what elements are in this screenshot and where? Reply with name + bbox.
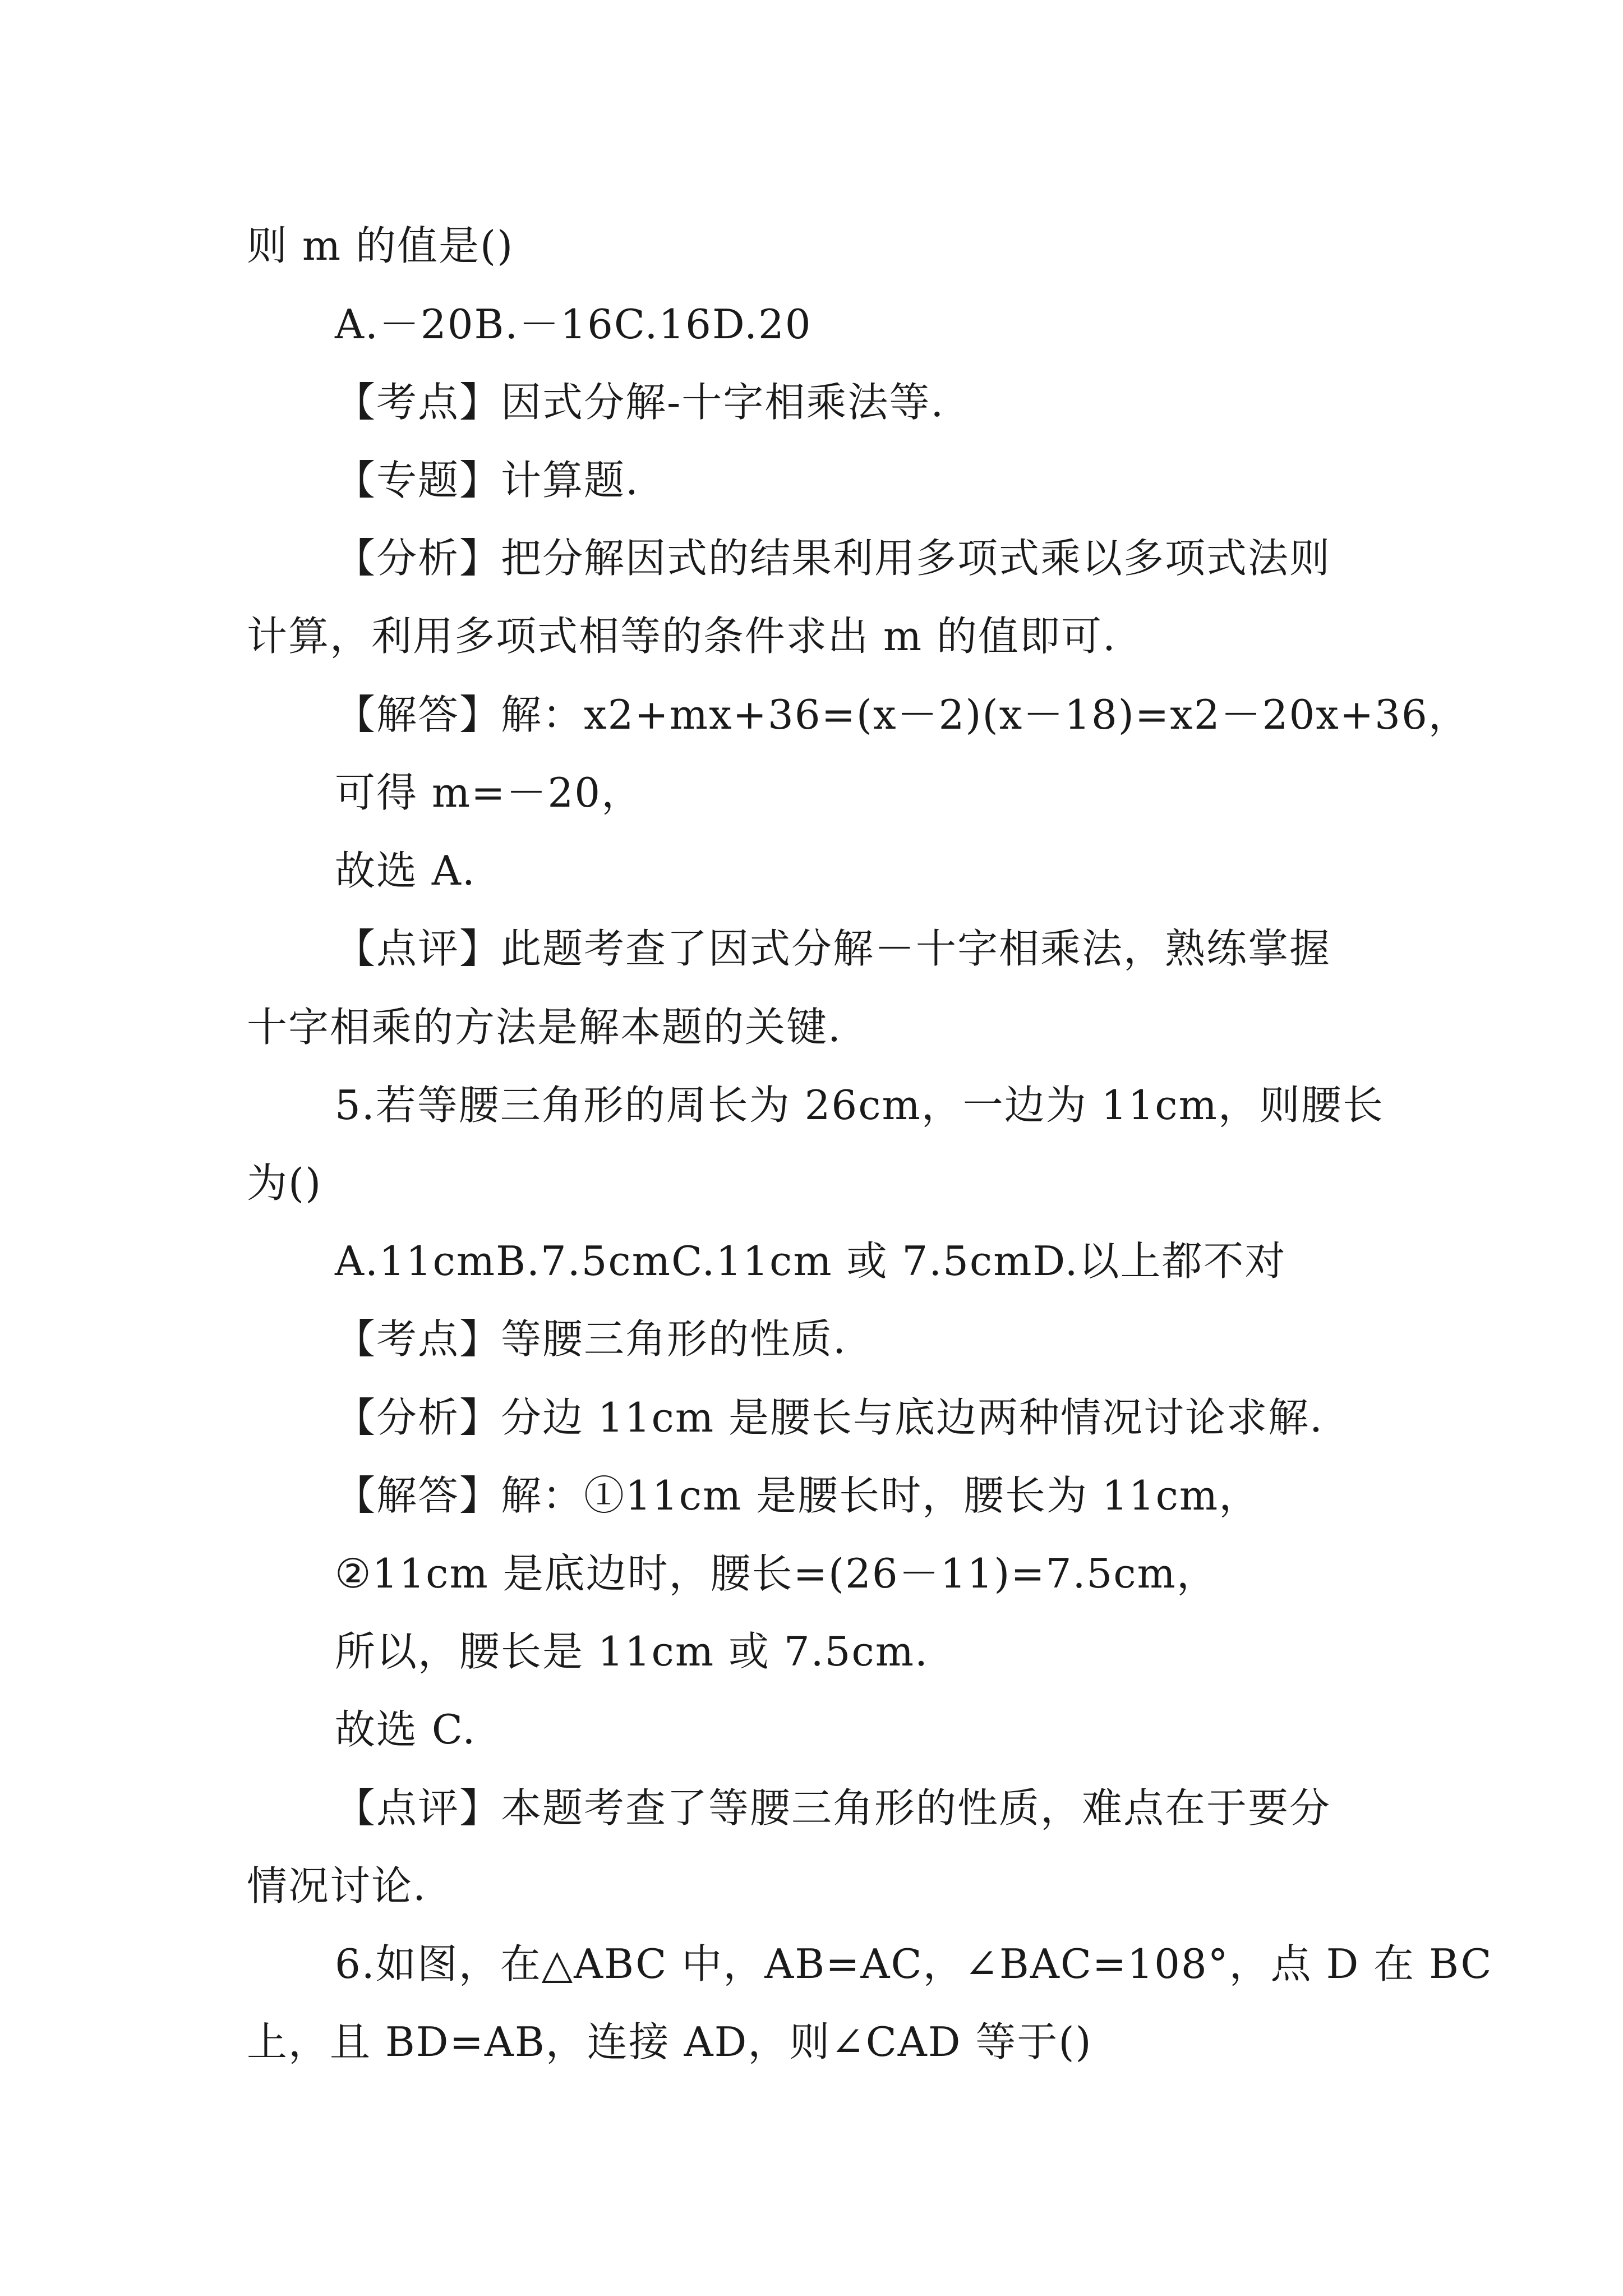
text-line: 【点评】本题考查了等腰三角形的性质，难点在于要分	[335, 1784, 1331, 1832]
text-line: 【考点】等腰三角形的性质.	[335, 1315, 847, 1363]
text-line: 十字相乘的方法是解本题的关键.	[247, 1004, 842, 1051]
text-line: 则 m 的值是()	[247, 222, 514, 269]
text-line: 所以，腰长是 11cm 或 7.5cm.	[335, 1628, 929, 1675]
text-line: A.－20B.－16C.16D.20	[335, 301, 812, 348]
text-line: 【分析】分边 11cm 是腰长与底边两种情况讨论求解.	[335, 1394, 1324, 1441]
text-line: 可得 m=－20，	[335, 769, 643, 816]
text-line: 【解答】解：①11cm 是腰长时，腰长为 11cm，	[335, 1472, 1261, 1519]
text-line: 故选 A.	[335, 847, 476, 894]
text-line: 计算，利用多项式相等的条件求出 m 的值即可.	[247, 613, 1117, 660]
text-line: 故选 C.	[335, 1706, 477, 1753]
text-line: 5.若等腰三角形的周长为 26cm，一边为 11cm，则腰长	[335, 1082, 1384, 1129]
text-line: A.11cmB.7.5cmC.11cm 或 7.5cmD.以上都不对	[335, 1237, 1287, 1285]
text-line: ②11cm 是底边时，腰长=(26－11)=7.5cm，	[335, 1550, 1218, 1597]
text-line: 【解答】解：x2+mx+36=(x－2)(x－18)=x2－20x+36，	[335, 691, 1470, 738]
text-line: 为()	[247, 1159, 322, 1207]
text-line: 6.如图，在△ABC 中，AB=AC，∠BAC=108°，点 D 在 BC	[335, 1940, 1493, 1987]
text-line: 【专题】计算题.	[335, 457, 639, 504]
text-line: 【分析】把分解因式的结果利用多项式乘以多项式法则	[335, 535, 1331, 582]
text-line: 上，且 BD=AB，连接 AD，则∠CAD 等于()	[247, 2018, 1092, 2065]
text-line: 【考点】因式分解-十字相乘法等.	[335, 379, 945, 426]
text-line: 情况讨论.	[247, 1862, 427, 1910]
text-line: 【点评】此题考查了因式分解－十字相乘法，熟练掌握	[335, 925, 1331, 972]
